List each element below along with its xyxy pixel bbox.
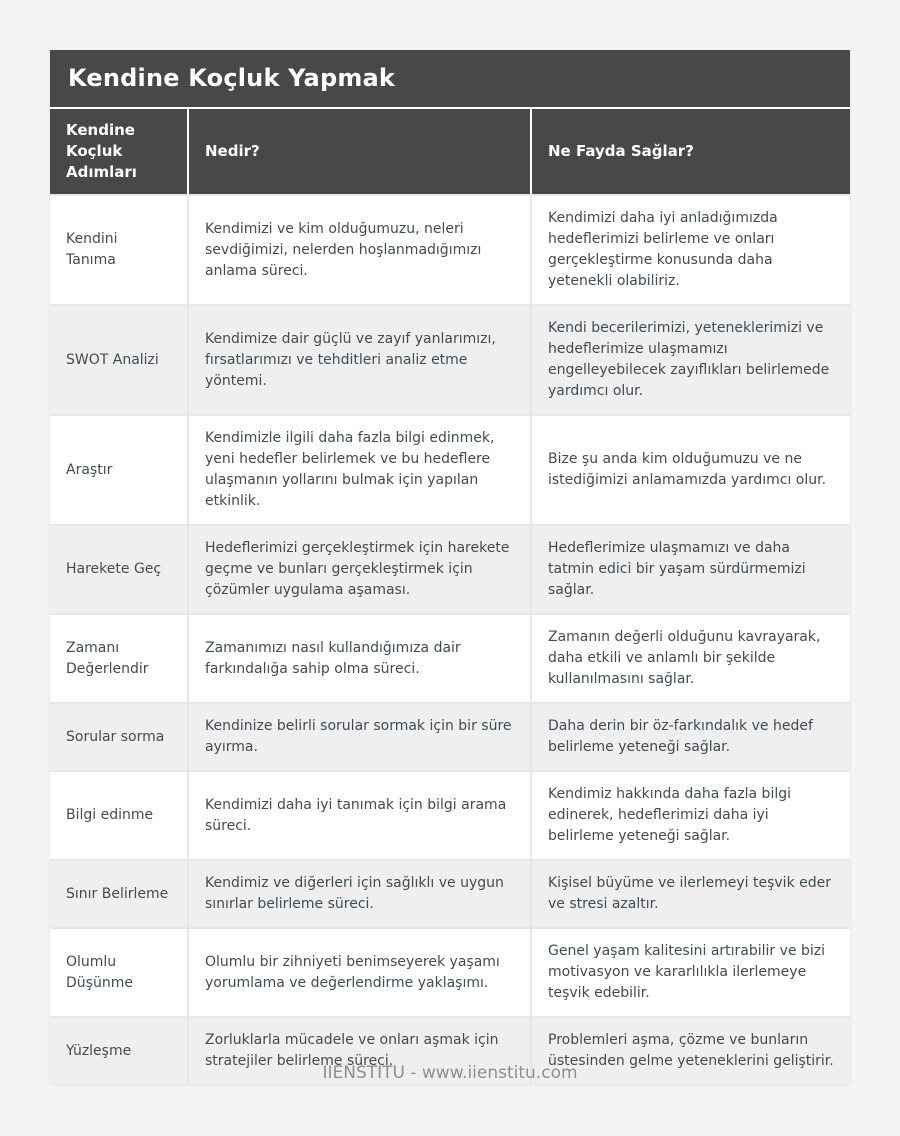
row-definition-cell: Kendinize belirli sorular sormak için bir süre ayırma.: [188, 703, 531, 771]
column-header-steps: Kendine Koçluk Adımları: [50, 109, 188, 195]
row-step-cell: Sınır Belirleme: [50, 860, 188, 928]
row-step-cell: Zamanı Değerlendir: [50, 614, 188, 703]
table-row: [50, 305, 850, 415]
row-benefit-cell: Hedeflerimize ulaşmamızı ve daha tatmin edici bir yaşam sürdürmemizi sağlar.: [531, 525, 850, 614]
row-definition-cell: Hedeflerimizi gerçekleştirmek için harekete geçme ve bunları gerçekleştirmek için çözümler uygulama aşaması.: [188, 525, 531, 614]
card-title-bar: [50, 50, 850, 109]
table-row: [50, 860, 850, 928]
footer-text: IIENSTITU - www.iienstitu.com: [322, 1063, 578, 1083]
row-definition-cell: Kendimize dair güçlü ve zayıf yanlarımızı, fırsatlarımızı ve tehditleri analiz etme yöntemi.: [188, 305, 531, 415]
row-definition-cell: Kendimizle ilgili daha fazla bilgi edinmek, yeni hedefler belirlemek ve bu hedeflere ulaşmanın yollarını bulmak için yapılan etkinlik.: [188, 415, 531, 525]
table-row: [50, 195, 850, 305]
table-row: [50, 614, 850, 703]
row-benefit-cell: Kendi becerilerimizi, yeteneklerimizi ve hedeflerimize ulaşmamızı engelleyebilecek zayıflıkları belirlemede yardımcı olur.: [531, 305, 850, 415]
table-row: [50, 771, 850, 860]
row-benefit-cell: Kişisel büyüme ve ilerlemeyi teşvik eder ve stresi azaltır.: [531, 860, 850, 928]
row-benefit-cell: Zamanın değerli olduğunu kavrayarak, daha etkili ve anlamlı bir şekilde kullanılmasını sağlar.: [531, 614, 850, 703]
table-header-row: [50, 109, 850, 195]
row-step-cell: Olumlu Düşünme: [50, 928, 188, 1017]
column-header-benefit: Ne Fayda Sağlar?: [531, 109, 850, 195]
row-definition-cell: Olumlu bir zihniyeti benimseyerek yaşamı yorumlama ve değerlendirme yaklaşımı.: [188, 928, 531, 1017]
row-step-cell: Sorular sorma: [50, 703, 188, 771]
row-definition-cell: Kendimizi daha iyi tanımak için bilgi arama süreci.: [188, 771, 531, 860]
table-row: [50, 703, 850, 771]
column-header-definition: Nedir?: [188, 109, 531, 195]
row-step-cell: Araştır: [50, 415, 188, 525]
page-title: Kendine Koçluk Yapmak: [68, 64, 396, 92]
row-definition-cell: Zamanımızı nasıl kullandığımıza dair farkındalığa sahip olma süreci.: [188, 614, 531, 703]
row-step-cell: Bilgi edinme: [50, 771, 188, 860]
row-benefit-cell: Kendimizi daha iyi anladığımızda hedeflerimizi belirleme ve onları gerçekleştirme konusunda daha yetenekli olabiliriz.: [531, 195, 850, 305]
row-benefit-cell: Kendimiz hakkında daha fazla bilgi edinerek, hedeflerimizi daha iyi belirleme yeteneği sağlar.: [531, 771, 850, 860]
row-step-cell: Kendini Tanıma: [50, 195, 188, 305]
row-benefit-cell: Daha derin bir öz-farkındalık ve hedef belirleme yeteneği sağlar.: [531, 703, 850, 771]
row-benefit-cell: Genel yaşam kalitesini artırabilir ve bizi motivasyon ve kararlılıkla ilerlemeye teşvik edebilir.: [531, 928, 850, 1017]
row-step-cell: Yüzleşme: [50, 1017, 188, 1084]
table-row: [50, 415, 850, 525]
row-benefit-cell: Problemleri aşma, çözme ve bunların üstesinden gelme yeteneklerini geliştirir.: [531, 1017, 850, 1084]
row-definition-cell: Zorluklarla mücadele ve onları aşmak için stratejiler belirleme süreci.: [188, 1017, 531, 1084]
table-row: [50, 525, 850, 614]
row-benefit-cell: Bize şu anda kim olduğumuzu ve ne istediğimizi anlamamızda yardımcı olur.: [531, 415, 850, 525]
row-definition-cell: Kendimiz ve diğerleri için sağlıklı ve uygun sınırlar belirleme süreci.: [188, 860, 531, 928]
self-coaching-table: [50, 109, 850, 1084]
row-step-cell: SWOT Analizi: [50, 305, 188, 415]
row-step-cell: Harekete Geç: [50, 525, 188, 614]
content-card: [50, 50, 850, 1084]
table-row: [50, 928, 850, 1017]
row-definition-cell: Kendimizi ve kim olduğumuzu, neleri sevdiğimizi, nelerden hoşlanmadığımızı anlama süreci.: [188, 195, 531, 305]
